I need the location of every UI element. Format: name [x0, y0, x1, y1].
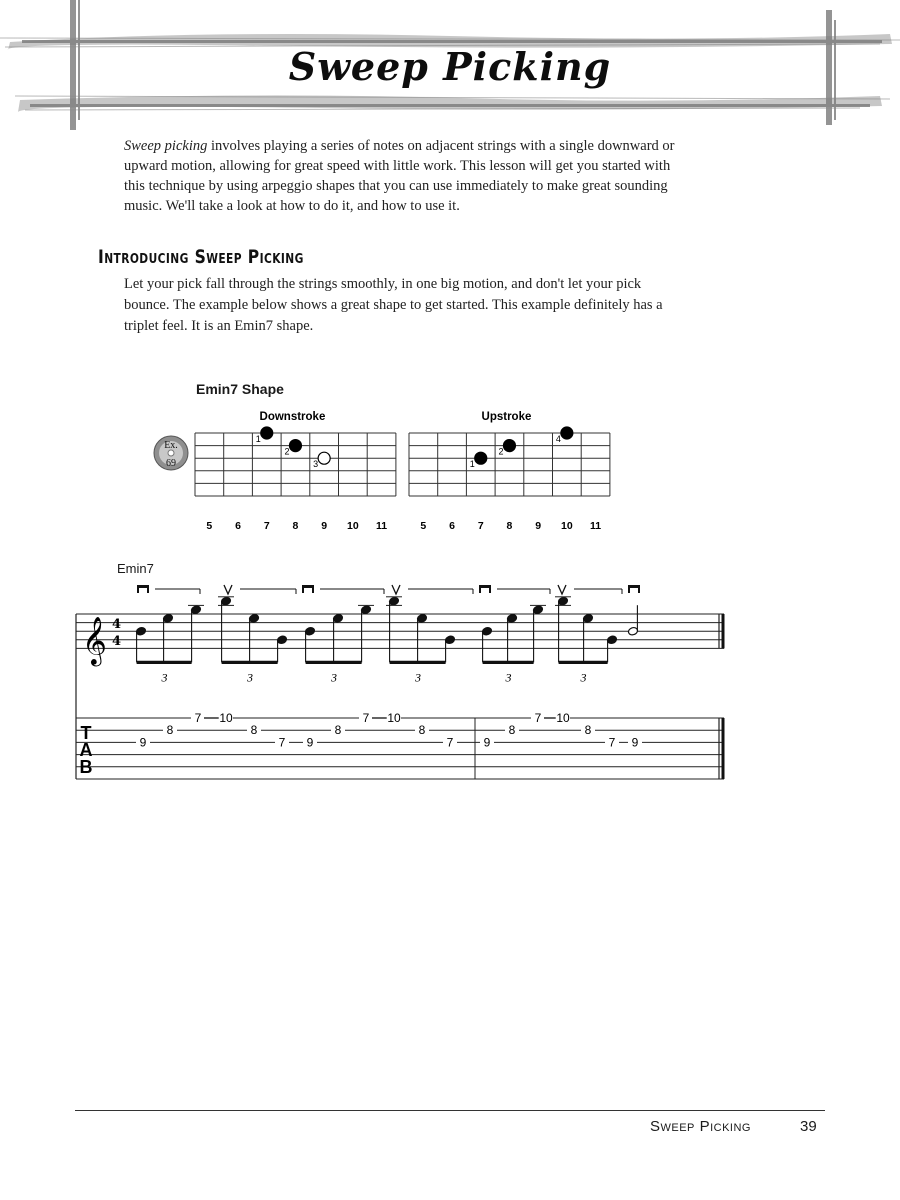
fret-number: 9 [321, 520, 328, 532]
diagram-label: Downstroke [259, 411, 326, 423]
triplet-number: 3 [331, 670, 337, 685]
shape-title: Emin7 Shape [196, 381, 284, 397]
triplet-number: 3 [505, 670, 512, 685]
page-title: Sweep Picking [288, 44, 612, 89]
tab-number: 9 [631, 735, 639, 750]
fret-number: 6 [449, 520, 455, 532]
fret-number: 10 [561, 520, 573, 532]
fret-number: 5 [206, 520, 213, 532]
downstroke-bar [629, 585, 639, 588]
triplet-number: 3 [580, 670, 587, 685]
section-heading: Introducing Sweep Picking [98, 246, 304, 268]
page-number: 39 [800, 1118, 817, 1135]
triplet-number: 3 [415, 670, 421, 685]
tab-number: 8 [250, 723, 258, 738]
upstroke-mark [224, 585, 232, 594]
cd-badge-label: Ex. [164, 440, 178, 451]
chord-symbol: Emin7 [117, 561, 154, 576]
downstroke-bar [138, 585, 148, 588]
cd-badge-number: 69 [166, 458, 176, 469]
tab-number: 7 [534, 711, 542, 725]
fret-number: 11 [589, 520, 602, 532]
fret-number: 8 [506, 520, 513, 532]
final-barline-thick [722, 614, 725, 648]
tab-number: 8 [508, 723, 516, 738]
tab-number: 9 [483, 735, 491, 750]
finger-number: 2 [498, 446, 504, 457]
tab-number: 7 [608, 735, 616, 750]
triplet-number: 3 [247, 670, 253, 685]
downstroke-bar [303, 585, 313, 588]
fret-number: 7 [477, 520, 484, 532]
finger-number: 1 [255, 434, 261, 444]
fret-number: 8 [292, 520, 299, 532]
fret-number: 11 [375, 520, 388, 532]
diagram-label: Upstroke [481, 411, 532, 423]
tab-number: 7 [194, 711, 202, 725]
time-signature-bottom: 4 [112, 634, 122, 649]
tab-number: 7 [446, 735, 454, 750]
time-signature-top: 4 [112, 617, 122, 632]
tab-clef-letter: B [79, 757, 93, 777]
finger-number: 2 [284, 446, 290, 457]
tab-number: 8 [584, 723, 592, 738]
tab-number: 10 [219, 711, 233, 725]
tab-number: 7 [362, 711, 370, 725]
intro-emphasis: Sweep picking [124, 138, 208, 154]
fret-number: 9 [535, 520, 542, 532]
upstroke-mark [558, 585, 566, 594]
downstroke-bar [480, 585, 490, 588]
finger-number: 3 [313, 459, 319, 470]
treble-clef: 𝄞 [82, 615, 107, 665]
triplet-number: 3 [161, 670, 168, 685]
tab-number: 8 [334, 723, 342, 738]
tab-number: 10 [387, 711, 401, 725]
tab-number: 8 [166, 723, 174, 738]
tab-number: 9 [306, 735, 314, 750]
footer-rule [75, 1110, 825, 1111]
tab-number: 10 [556, 711, 570, 725]
fret-number: 7 [263, 520, 270, 532]
fret-number: 10 [347, 520, 359, 532]
upstroke-mark [392, 585, 400, 594]
footer-section-name: Sweep Picking [650, 1118, 751, 1135]
tab-clef-letter: A [79, 740, 93, 760]
tab-number: 7 [278, 735, 286, 750]
tab-number: 9 [139, 735, 147, 750]
tab-clef-letter: T [80, 723, 92, 743]
tab-number: 8 [418, 723, 426, 738]
section-paragraph: Let your pick fall through the strings smoothly, in one big motion, and don't let your pick bounce. The example below shows a great shape to get started. This example definitely has a triplet feel. It is an Emin7 shape. [124, 276, 663, 334]
fret-number: 5 [420, 520, 427, 532]
finger-number: 1 [469, 459, 475, 470]
final-barline-thick [722, 718, 725, 779]
fret-number: 6 [235, 520, 241, 532]
finger-number: 4 [555, 434, 561, 444]
intro-text: involves playing a series of notes on adjacent strings with a single downward or upward motion, allowing for great speed with little work. This lesson will get you started with this technique by using arpeggio shapes that you can use immediately to make great sounding music. We'll take a look at how to do it, and how to use it. [124, 138, 675, 214]
